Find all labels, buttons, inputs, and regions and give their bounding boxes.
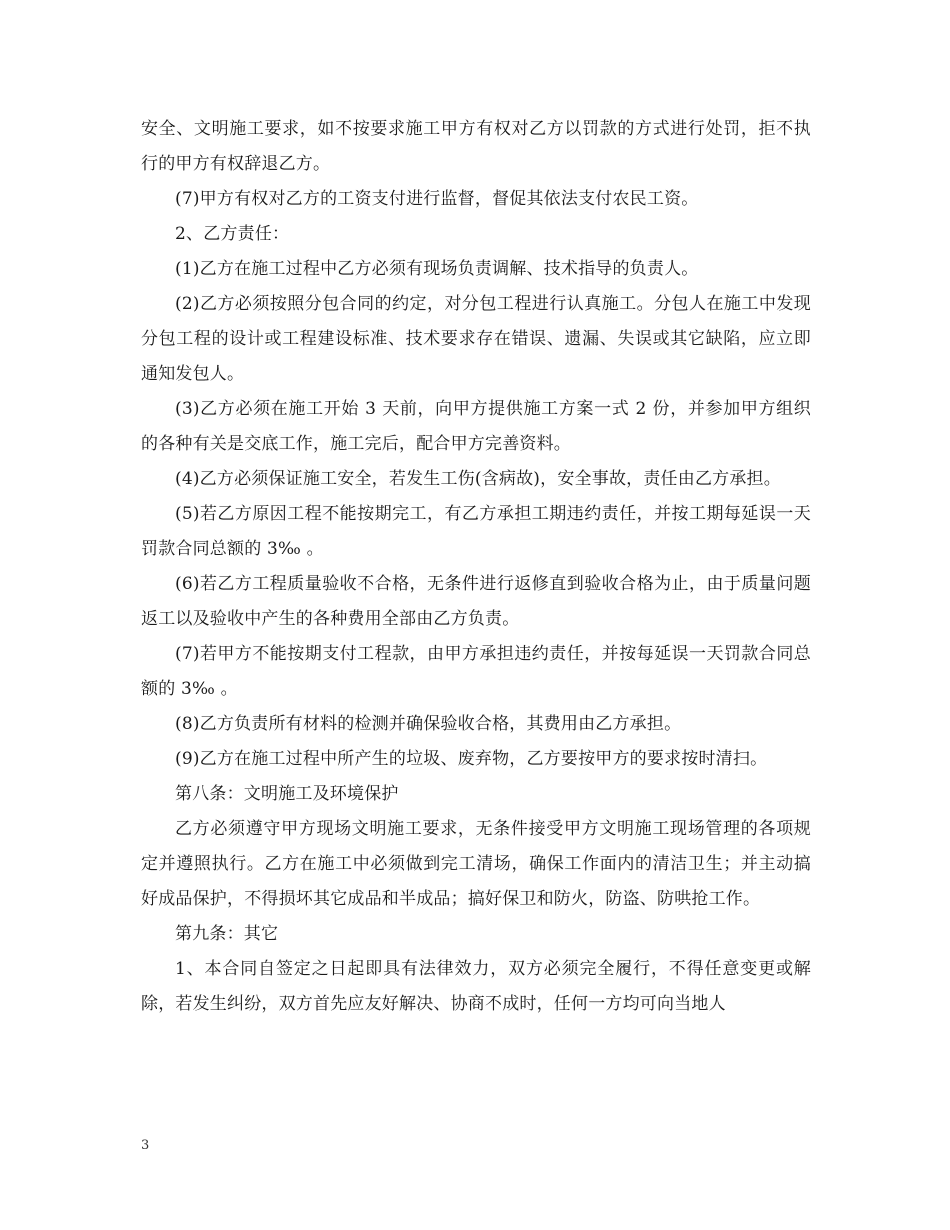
document-body <box>141 112 811 1022</box>
page-number: 3 <box>141 1138 150 1153</box>
paragraph: (1)乙方在施工过程中乙方必须有现场负责调解、技术指导的负责人。 <box>175 259 699 279</box>
paragraph: 安全、文明施工要求，如不按要求施工甲方有权对乙方以罚款的方式进行处罚，拒不执行的甲方有权辞退乙方。 <box>141 119 811 174</box>
paragraph: (3)乙方必须在施工开始 3 天前，向甲方提供施工方案一式 2 份，并参加甲方组织的各种有关是交底工作，施工完后，配合甲方完善资料。 <box>141 399 811 454</box>
paragraph: (8)乙方负责所有材料的检测并确保验收合格，其费用由乙方承担。 <box>175 714 682 734</box>
article-heading: 第九条：其它 <box>175 924 279 944</box>
paragraph: (7)若甲方不能按期支付工程款，由甲方承担违约责任，并按每延误一天罚款合同总额的 3‰ 。 <box>141 644 811 699</box>
paragraph: (5)若乙方原因工程不能按期完工，有乙方承担工期违约责任，并按工期每延误一天罚款合同总额的 3‰ 。 <box>141 504 811 559</box>
section-heading: 2、乙方责任： <box>175 224 290 244</box>
paragraph: 1、本合同自签定之日起即具有法律效力，双方必须完全履行，不得任意变更或解除，若发生纠纷，双方首先应友好解决、协商不成时，任何一方均可向当地人 <box>141 959 811 1014</box>
paragraph: (6)若乙方工程质量验收不合格，无条件进行返修直到验收合格为止，由于质量问题返工以及验收中产生的各种费用全部由乙方负责。 <box>141 574 811 629</box>
paragraph: (7)甲方有权对乙方的工资支付进行监督，督促其依法支付农民工资。 <box>175 189 699 209</box>
paragraph: (2)乙方必须按照分包合同的约定，对分包工程进行认真施工。分包人在施工中发现分包工程的设计或工程建设标准、技术要求存在错误、遗漏、失误或其它缺陷，应立即通知发包人。 <box>141 294 811 384</box>
paragraph: (4)乙方必须保证施工安全，若发生工伤(含病故)，安全事故，责任由乙方承担。 <box>175 469 781 489</box>
article-heading: 第八条：文明施工及环境保护 <box>175 784 399 804</box>
paragraph: (9)乙方在施工过程中所产生的垃圾、废弃物，乙方要按甲方的要求按时清扫。 <box>175 749 768 769</box>
paragraph: 乙方必须遵守甲方现场文明施工要求，无条件接受甲方文明施工现场管理的各项规定并遵照执行。乙方在施工中必须做到完工清场，确保工作面内的清洁卫生；并主动搞好成品保护，不得损坏其它成品和半成品；搞好保卫和防火，防盗、防哄抢工作。 <box>141 819 811 909</box>
